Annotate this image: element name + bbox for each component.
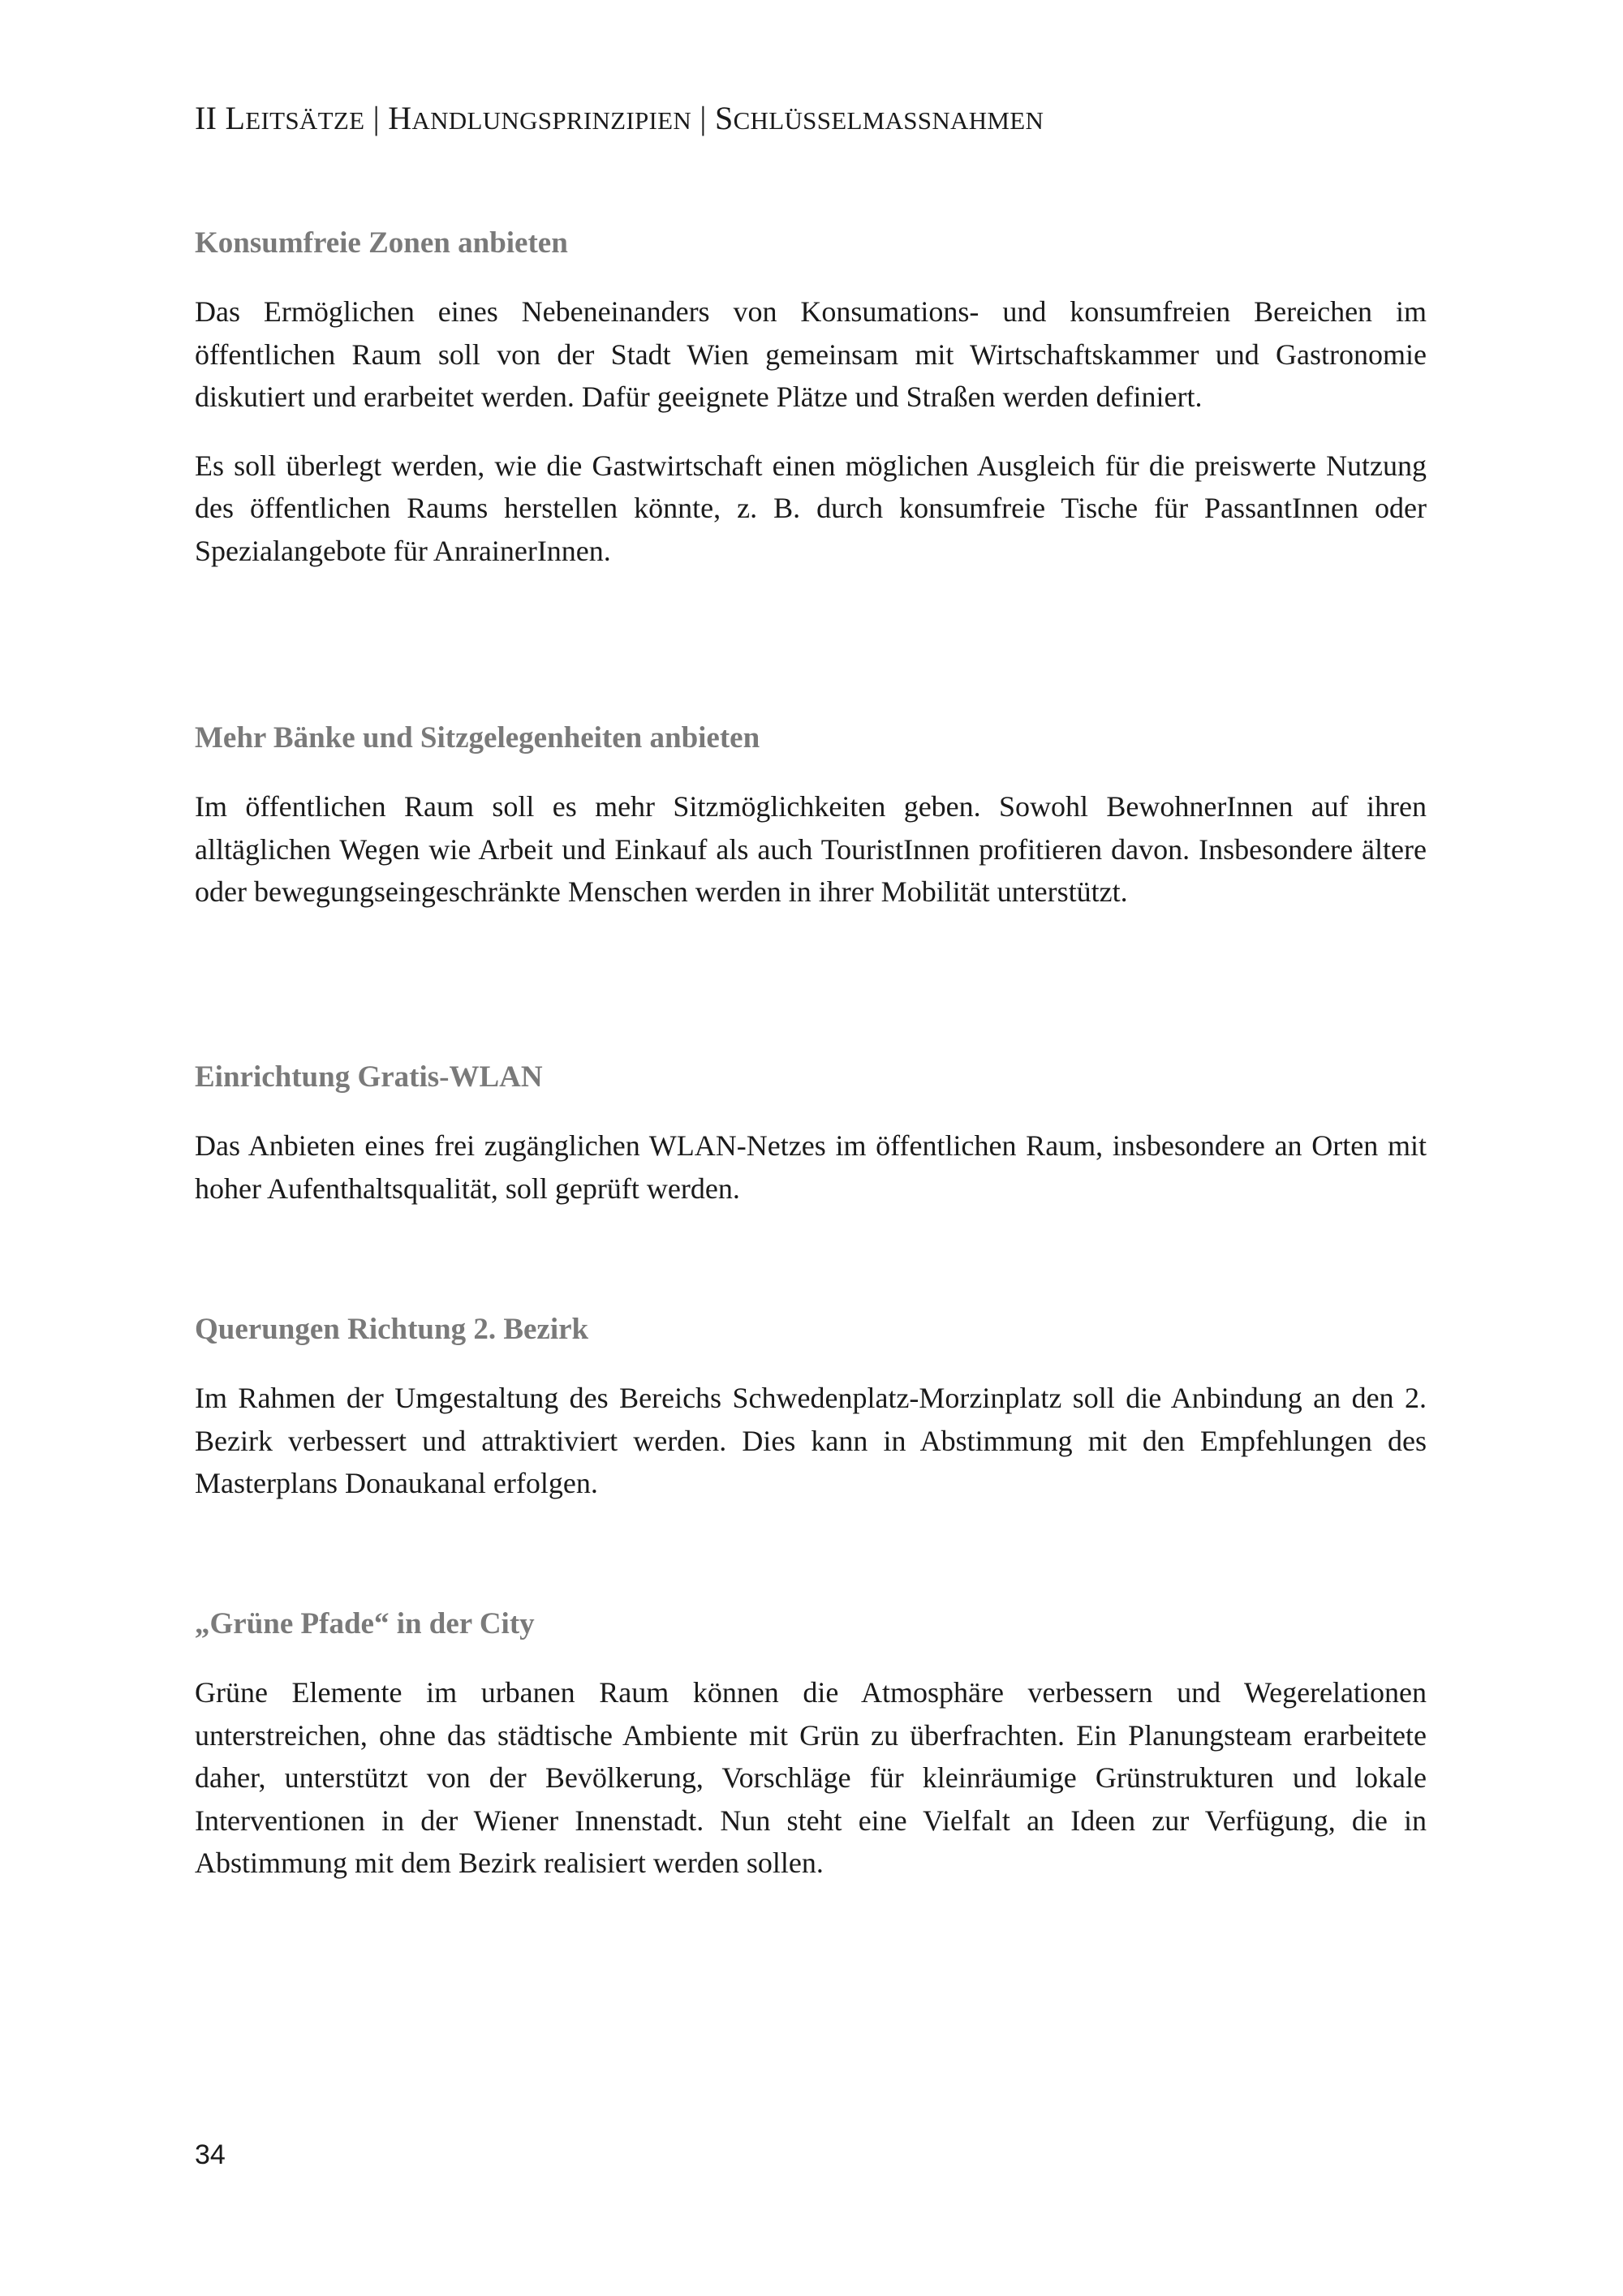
header-separator: |: [691, 100, 716, 136]
paragraph: Im Rahmen der Umgestaltung des Bereichs Schwedenplatz-Morzinplatz soll die Anbindung an den 2. Bezirk verbessert und attraktiviert werden. Dies kann in Abstimmung mit den Empfehlungen des Masterplans Donaukanal erfolgen.: [195, 1382, 1427, 1499]
page-number: 34: [195, 2139, 226, 2170]
header-part1-initial: II L: [195, 100, 246, 136]
section-title: Querungen Richtung 2. Bezirk: [195, 1313, 589, 1346]
section-gratis-wlan: [195, 1060, 1427, 1236]
section-title: Einrichtung Gratis-WLAN: [195, 1060, 543, 1094]
section-title: Mehr Bänke und Sitzgelegenheiten anbieten: [195, 721, 760, 755]
header-part3-rest: CHLÜSSELMASSNAHMEN: [733, 106, 1044, 135]
paragraph: Das Ermöglichen eines Nebeneinanders von Konsumations- und konsumfreien Bereichen im öffentlichen Raum soll von der Stadt Wien gemeinsam mit Wirtschaftskammer und Gastronomie diskutiert und erarbeitet werden. Dafür geeignete Plätze und Straßen werden definiert.: [195, 295, 1427, 413]
paragraph: Es soll überlegt werden, wie die Gastwirtschaft einen möglichen Ausgleich für die preiswerte Nutzung des öffentlichen Raums herstellen könnte, z. B. durch konsumfreie Tische für PassantInnen oder Spezialangebote für AnrainerInnen.: [195, 449, 1427, 567]
section-title: Konsumfreie Zonen anbieten: [195, 226, 568, 260]
section-mehr-baenke: [195, 720, 1427, 939]
section-title: „Grüne Pfade“ in der City: [195, 1607, 535, 1640]
header-part2-initial: H: [388, 100, 412, 136]
section-gruene-pfade: [195, 1606, 1427, 1911]
paragraph: Im öffentlichen Raum soll es mehr Sitzmöglichkeiten geben. Sowohl BewohnerInnen auf ihren alltäglichen Wegen wie Arbeit und Einkauf als auch TouristInnen profitieren davon. Insbesondere ältere oder bewegungseingeschränkte Menschen werden in ihrer Mobilität unterstützt.: [195, 790, 1427, 908]
header-part3-initial: S: [715, 100, 734, 136]
header-part1-rest: EITSÄTZE: [245, 106, 365, 135]
paragraph: Das Anbieten eines frei zugänglichen WLAN-Netzes im öffentlichen Raum, insbesondere an Orten mit hoher Aufenthaltsqualität, soll geprüft werden.: [195, 1129, 1427, 1205]
header-part2-rest: ANDLUNGSPRINZIPIEN: [411, 106, 692, 135]
section-querungen: [195, 1312, 1427, 1531]
paragraph: Grüne Elemente im urbanen Raum können die Atmosphäre verbessern und Wegerelationen unterstreichen, ohne das städtische Ambiente mit Grün zu überfrachten. Ein Planungsteam erarbeitete daher, unterstützt von der Bevölkerung, Vorschläge für kleinräumige Grünstrukturen und lokale Interventionen in der Wiener Innenstadt. Nun steht eine Vielfalt an Ideen zur Verfügung, die in Abstimmung mit dem Bezirk realisiert werden sollen.: [195, 1676, 1427, 1879]
section-konsumfreie-zonen: [195, 226, 1427, 598]
header-separator: |: [364, 100, 389, 136]
running-header: [195, 99, 1044, 137]
